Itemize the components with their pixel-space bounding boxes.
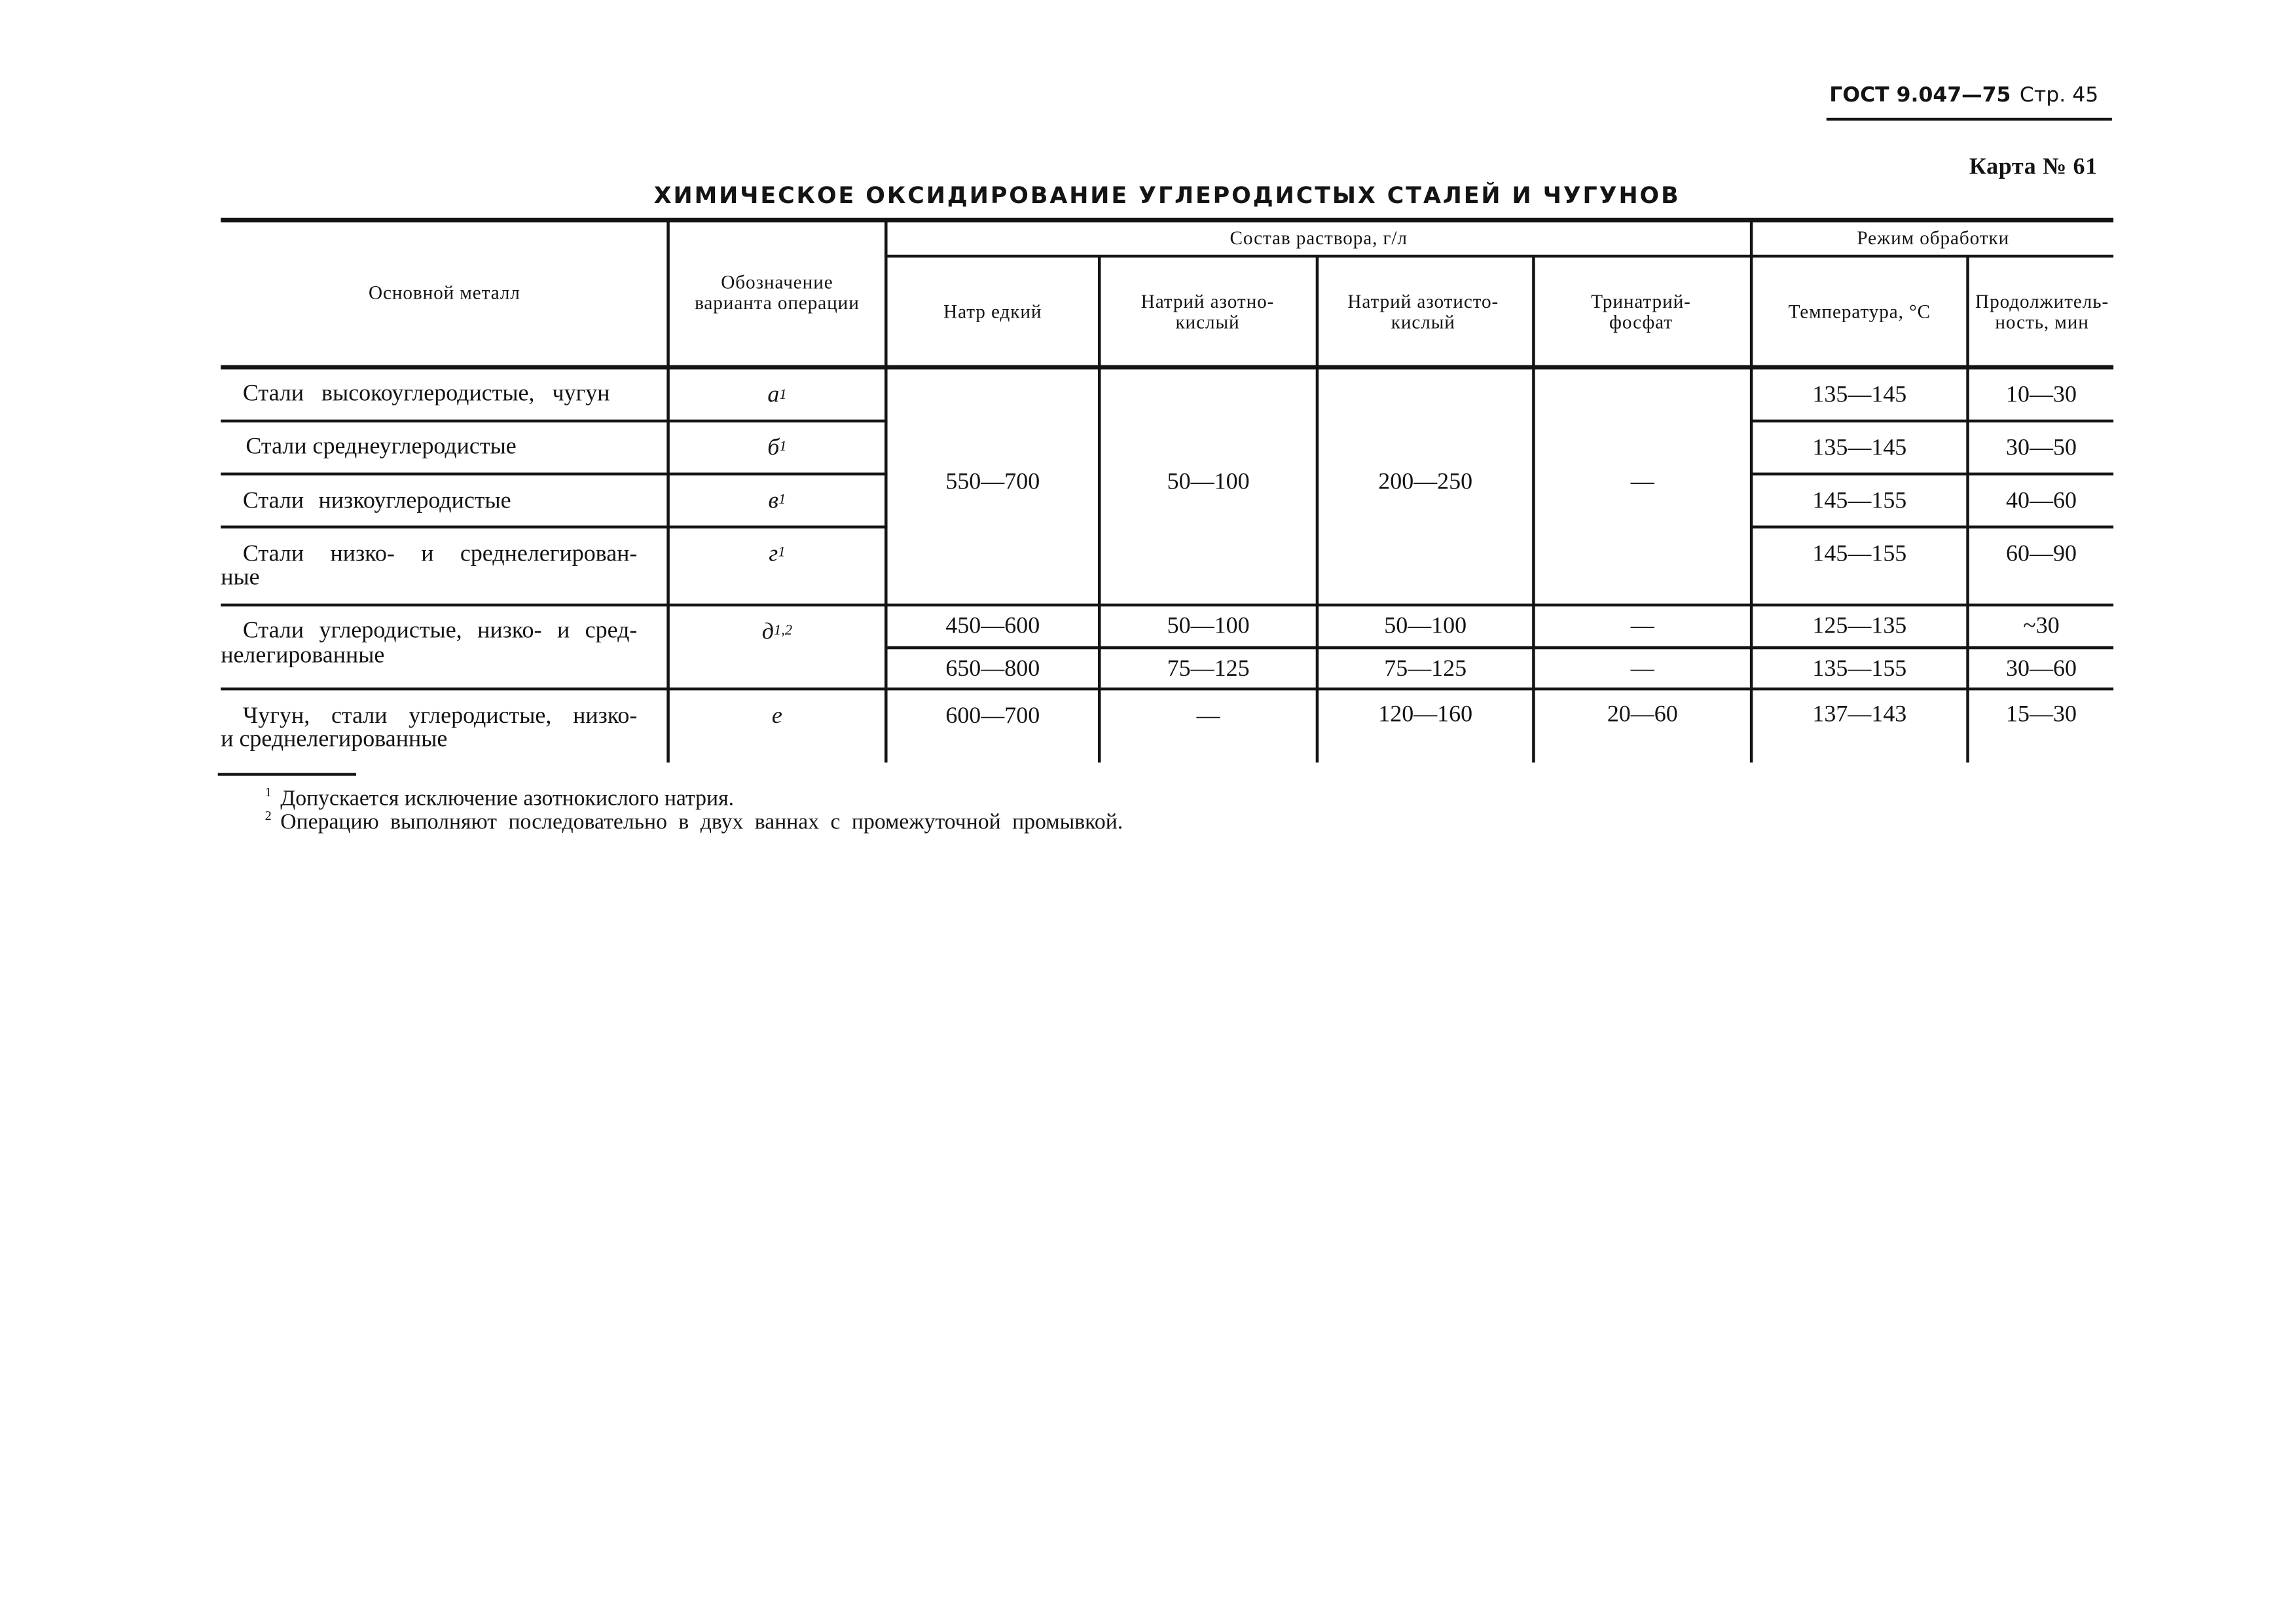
row-e-temperature: 137—143 (1812, 701, 1907, 727)
footnote-rule (218, 773, 356, 775)
col-header-na3po4: Тринатрий-фосфат (1591, 289, 1691, 332)
row-e-duration: 15—30 (2006, 701, 2077, 727)
variant-letter: д (761, 619, 774, 644)
row-e-nano3: — (1196, 703, 1220, 728)
row-d2-duration: 30—60 (2006, 655, 2077, 681)
variant-letter: г (769, 541, 778, 566)
col-header-metal: Основной металл (368, 281, 520, 304)
row-d2-nano3: 75—125 (1167, 655, 1250, 681)
footnote-2 (264, 808, 1123, 835)
row-v-temperature: 145—155 (1812, 488, 1907, 513)
row-d1-duration: ~30 (2023, 614, 2060, 639)
row-d-metal-line2: нелегированные (221, 643, 385, 669)
row-e-variant: е (771, 703, 782, 728)
row-d2-temperature: 135—155 (1812, 655, 1907, 681)
row-d1-nano3: 50—100 (1167, 614, 1250, 639)
col-header-variant: Обозначение варианта операции (695, 270, 860, 314)
col-header-nano3: Натрий азотно-кислый (1140, 289, 1275, 332)
footnote-text: Операцию выполняют последовательно в двух ваннах с промежуточной промывкой. (280, 811, 1123, 835)
row-g-metal-line2: ные (221, 565, 260, 591)
row-b-duration: 30—50 (2006, 435, 2077, 460)
row-g-metal-line1: Стали низко- и среднелегирован- (242, 542, 638, 567)
row-d2-na3po4: — (1630, 655, 1654, 681)
row-d-variant: д 1,2 (761, 619, 793, 644)
merged-nano2: 200—250 (1378, 468, 1473, 494)
row-d1-naoh: 450—600 (945, 614, 1040, 639)
page-number: Стр. 45 (2019, 84, 2099, 108)
row-e-na3po4: 20—60 (1607, 701, 1678, 727)
row-a-variant: а 1 (767, 382, 787, 408)
footnote-text: Допускается исключение азотнокислого натрия. (280, 787, 735, 811)
row-d1-na3po4: — (1630, 614, 1654, 639)
row-v-duration: 40—60 (2006, 488, 2077, 513)
footnote-mark: 1 (264, 784, 272, 800)
merged-naoh: 550—700 (945, 468, 1040, 494)
row-e-metal-line1: Чугун, стали углеродистые, низко- (242, 703, 638, 729)
card-number: Карта № 61 (1969, 155, 2098, 180)
footnote-1 (264, 784, 735, 811)
merged-nano3: 50—100 (1167, 468, 1250, 494)
variant-letter: в (768, 488, 779, 513)
row-d-metal-line1: Стали углеродистые, низко- и сред- (242, 618, 638, 644)
col-header-nano2: Натрий азотисто-кислый (1347, 289, 1499, 332)
row-d1-temperature: 125—135 (1812, 614, 1907, 639)
variant-letter: а (767, 382, 780, 408)
row-g-duration: 60—90 (2006, 541, 2077, 566)
row-g-temperature: 145—155 (1812, 541, 1907, 566)
row-d2-naoh: 650—800 (945, 655, 1040, 681)
row-e-nano2: 120—160 (1378, 701, 1473, 727)
table-title: ХИМИЧЕСКОЕ ОКСИДИРОВАНИЕ УГЛЕРОДИСТЫХ СТАЛЕЙ И ЧУГУНОВ (653, 182, 1681, 210)
standard-number: ГОСТ 9.047—75 (1829, 84, 2011, 108)
row-d1-nano2: 50—100 (1384, 614, 1467, 639)
variant-letter: б (767, 435, 780, 460)
col-header-temperature: Температура, °С (1788, 299, 1931, 322)
col-header-duration: Продолжитель-ность, мин (1975, 289, 2109, 332)
row-v-metal: Стали низкоуглеродистые (242, 489, 511, 514)
row-v-variant: в 1 (768, 488, 786, 513)
merged-na3po4: — (1630, 468, 1654, 494)
row-b-variant: б 1 (767, 435, 787, 460)
row-e-metal-line2: и среднелегированные (221, 727, 448, 752)
col-group-mode: Режим обработки (1857, 227, 2010, 249)
row-b-temperature: 135—145 (1812, 435, 1907, 460)
row-g-variant: г 1 (769, 541, 786, 566)
row-a-temperature: 135—145 (1812, 382, 1907, 408)
row-e-naoh: 600—700 (945, 703, 1040, 728)
row-rule (221, 688, 2113, 690)
col-group-solution: Состав раствора, г/л (1230, 227, 1408, 249)
row-a-metal: Стали высокоуглеродистые, чугун (242, 381, 610, 407)
col-header-naoh: Натр едкий (943, 299, 1042, 322)
row-a-duration: 10—30 (2006, 382, 2077, 408)
row-d2-nano2: 75—125 (1384, 655, 1467, 681)
row-b-metal: Стали среднеуглеродистые (246, 434, 517, 460)
footnote-mark: 2 (264, 808, 272, 823)
header-bottom-rule (221, 365, 2113, 370)
